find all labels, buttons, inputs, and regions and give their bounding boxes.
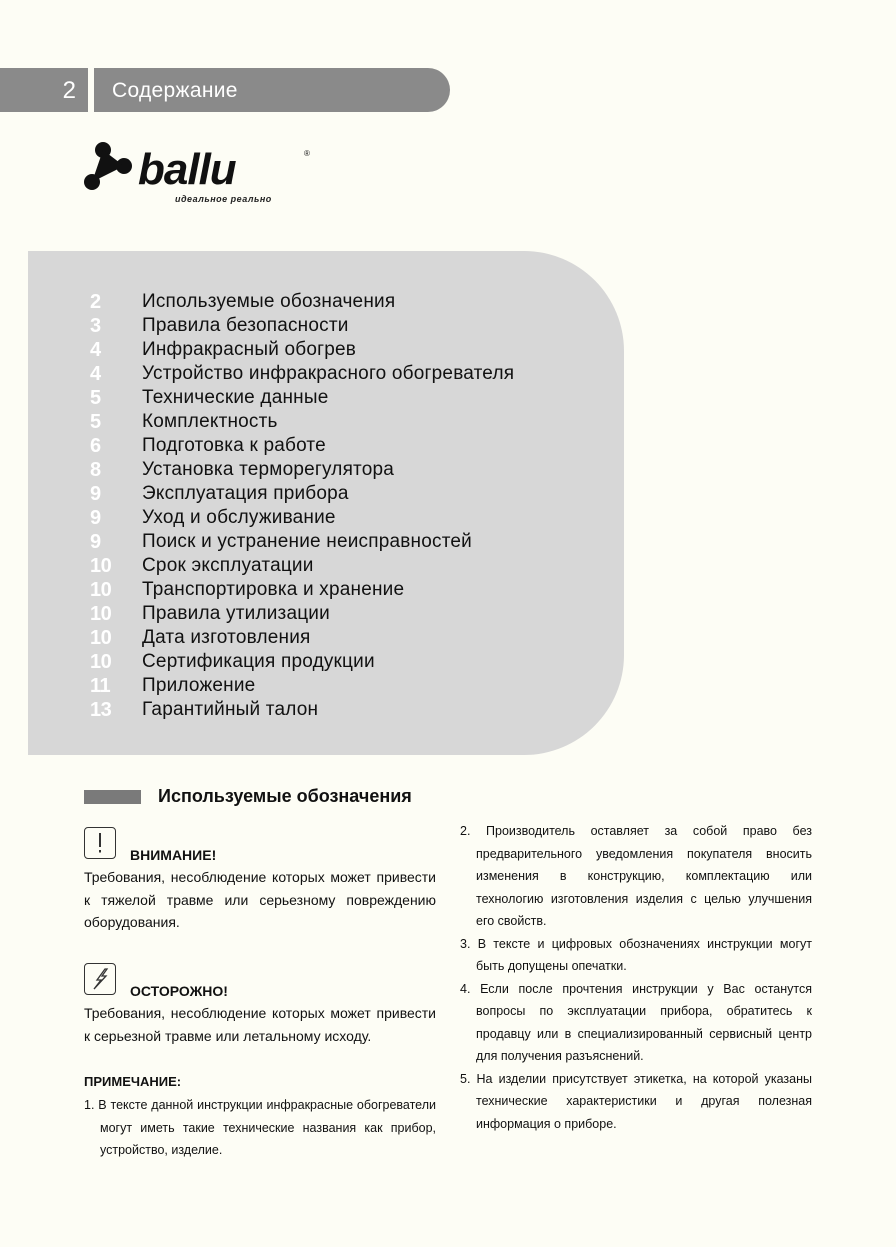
- notes-right: [460, 820, 812, 1135]
- logo-tagline: идеальное реально: [175, 194, 272, 204]
- toc-page-number: 4: [90, 338, 101, 361]
- toc-entry-title: Установка терморегулятора: [142, 459, 395, 480]
- note-item: 5. На изделии присутствует этикетка, на которой указаны технические характеристики и другая полезная информация о приборе.: [460, 1071, 812, 1131]
- toc-entry-title: Дата изготовления: [142, 627, 311, 648]
- toc-page-number: 5: [90, 386, 101, 409]
- toc-page-number: 10: [90, 554, 112, 577]
- toc-entry-title: Устройство инфракрасного обогревателя: [142, 363, 515, 384]
- toc-row: [90, 530, 514, 554]
- notes-left: [84, 1094, 436, 1162]
- toc-page-number: 9: [90, 482, 101, 505]
- svg-text:ballu: ballu: [138, 145, 236, 194]
- toc-entry-title: Инфракрасный обогрев: [142, 339, 357, 360]
- toc-page-number: 3: [90, 314, 101, 337]
- attention-title: ВНИМАНИЕ!: [130, 847, 217, 863]
- toc-page-number: 6: [90, 434, 101, 457]
- note-item: 3. В тексте и цифровых обозначениях инструкции могут быть допущены опечатки.: [460, 936, 812, 973]
- toc-page-number: 10: [90, 650, 112, 673]
- toc-page-number: 11: [90, 674, 111, 697]
- section-title: Используемые обозначения: [158, 786, 412, 806]
- toc-entry-title: Уход и обслуживание: [142, 507, 336, 528]
- header-bar: [0, 68, 450, 112]
- toc-page-number: 10: [90, 578, 112, 601]
- toc-page-number: 9: [90, 506, 101, 529]
- toc-entry-title: Правила безопасности: [142, 315, 349, 336]
- note-item: 1. В тексте данной инструкции инфракрасные обогреватели могут иметь такие технические названия как прибор, устройство, изделие.: [84, 1098, 436, 1157]
- toc-entry-title: Гарантийный талон: [142, 699, 319, 720]
- toc-entry-title: Приложение: [142, 675, 256, 696]
- toc-row: [90, 482, 514, 506]
- toc-entry-title: Комплектность: [142, 411, 278, 432]
- note-item: 4. Если после прочтения инструкции у Вас останутся вопросы по эксплуатации прибора, обратитесь к продавцу или в специализированный сервисный центр для получения разъяснений.: [460, 981, 812, 1063]
- attention-text: Требования, несоблюдение которых может привести к тяжелой травме или серьезному повреждению оборудования.: [84, 869, 436, 930]
- caution-title: ОСТОРОЖНО!: [130, 983, 228, 999]
- toc-entry-title: Сертификация продукции: [142, 651, 375, 672]
- toc-row: [90, 338, 514, 362]
- toc-row: [90, 554, 514, 578]
- toc-page-number: 13: [90, 698, 112, 721]
- caution-text: Требования, несоблюдение которых может привести к серьезной травме или летальному исходу.: [84, 1005, 436, 1044]
- toc-entry-title: Технические данные: [142, 387, 329, 408]
- toc-entry-title: Правила утилизации: [142, 603, 330, 624]
- toc-entry-title: Транспортировка и хранение: [142, 579, 405, 600]
- toc-page-number: 2: [90, 290, 101, 313]
- toc-page-number: 8: [90, 458, 101, 481]
- svg-text:®: ®: [304, 149, 310, 158]
- toc-row: [90, 386, 514, 410]
- toc-row: [90, 410, 514, 434]
- toc-entry-title: Подготовка к работе: [142, 435, 326, 456]
- toc-row: [90, 362, 514, 386]
- exclamation-icon: [84, 827, 116, 859]
- toc-entry-title: Поиск и устранение неисправностей: [142, 531, 472, 552]
- note-item: 2. Производитель оставляет за собой право без предварительного уведомления покупателя вносить изменения в конструкцию, комплектацию или технологию изготовления изделия с целью улучшения его свойств.: [460, 824, 812, 928]
- toc-page-number: 4: [90, 362, 101, 385]
- lightning-icon: [84, 963, 116, 995]
- toc-page-number: 10: [90, 602, 112, 625]
- toc-row: [90, 674, 514, 698]
- toc-entry-title: Эксплуатация прибора: [142, 483, 349, 504]
- toc-row: [90, 650, 514, 674]
- table-of-contents: [90, 290, 514, 722]
- page-number: 2: [0, 68, 94, 112]
- toc-page-number: 5: [90, 410, 101, 433]
- toc-row: [90, 602, 514, 626]
- toc-entry-title: Срок эксплуатации: [142, 555, 314, 576]
- toc-row: [90, 314, 514, 338]
- toc-row: [90, 458, 514, 482]
- section-marker: [84, 790, 141, 804]
- toc-page-number: 10: [90, 626, 112, 649]
- toc-row: [90, 626, 514, 650]
- page-title: Содержание: [112, 79, 238, 102]
- note-title: ПРИМЕЧАНИЕ:: [84, 1074, 182, 1089]
- toc-row: [90, 506, 514, 530]
- toc-row: [90, 578, 514, 602]
- toc-row: [90, 290, 514, 314]
- toc-row: [90, 434, 514, 458]
- toc-page-number: 9: [90, 530, 101, 553]
- toc-entry-title: Используемые обозначения: [142, 291, 396, 312]
- toc-row: [90, 698, 514, 722]
